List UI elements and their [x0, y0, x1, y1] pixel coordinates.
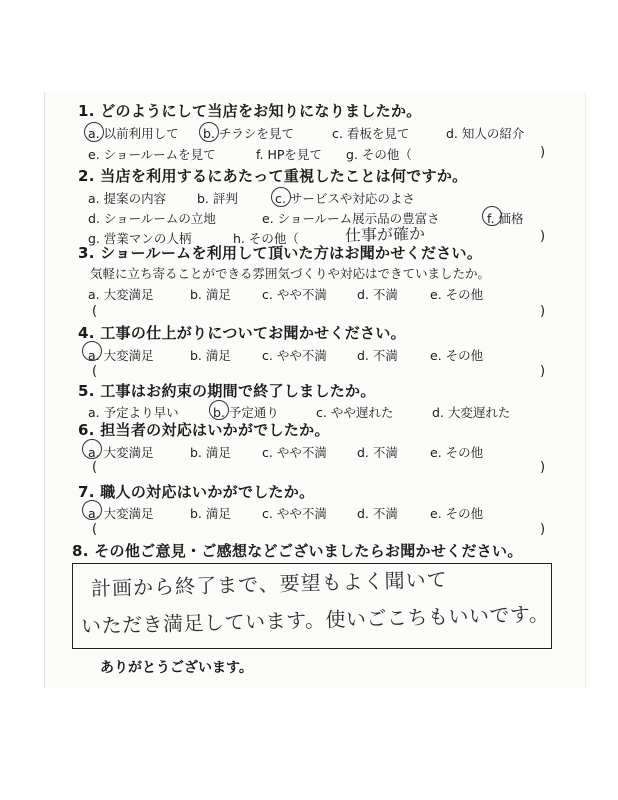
q6-option-c[interactable]: c. やや不満	[262, 445, 327, 460]
question-8-title: 8. その他ご意見・ご感想などございましたらお聞かせください。	[72, 542, 523, 560]
q4-option-b[interactable]: b. 満足	[190, 348, 231, 363]
comment-box[interactable]	[72, 563, 552, 649]
q1-option-a[interactable]: a. 以前利用して	[88, 126, 179, 141]
q5-option-d[interactable]: d. 大変遅れた	[432, 405, 511, 420]
q6-option-a[interactable]: a. 大変満足	[88, 445, 154, 460]
q1-option-g[interactable]: g. その他（	[346, 147, 412, 162]
q4-option-c[interactable]: c. やや不満	[262, 348, 327, 363]
selection-circle	[82, 341, 102, 361]
q1-option-e[interactable]: e. ショールームを見て	[88, 147, 216, 162]
q7-option-d[interactable]: d. 不満	[357, 506, 398, 521]
q3-option-e[interactable]: e. その他	[430, 287, 484, 302]
q6-close-paren: )	[540, 460, 546, 475]
q5-option-a[interactable]: a. 予定より早い	[88, 405, 179, 420]
q2-option-c[interactable]: c. サービスや対応のよさ	[275, 191, 415, 206]
q7-option-a[interactable]: a. 大変満足	[88, 506, 154, 521]
comment-line-1: 計画から終了まで、要望もよく聞いて	[90, 567, 448, 601]
selection-circle	[82, 500, 102, 520]
selection-circle	[82, 439, 102, 459]
selection-circle	[271, 187, 291, 207]
q3-note: 気軽に立ち寄ることができる雰囲気づくりや対応はできていましたか。	[90, 266, 491, 281]
question-2-title: 2. 当店を利用するにあたって重視したことは何ですか。	[78, 167, 468, 185]
question-5-title: 5. 工事はお約束の期間で終了しましたか。	[78, 382, 376, 400]
q3-option-b[interactable]: b. 満足	[190, 287, 231, 302]
q7-open-paren: (	[92, 522, 98, 537]
q3-option-c[interactable]: c. やや不満	[262, 287, 327, 302]
q2-option-a[interactable]: a. 提案の内容	[88, 191, 167, 206]
q7-option-b[interactable]: b. 満足	[190, 506, 231, 521]
selection-circle	[199, 122, 219, 142]
q6-option-e[interactable]: e. その他	[430, 445, 484, 460]
question-4-title: 4. 工事の仕上がりについてお聞かせください。	[78, 324, 406, 342]
selection-circle	[84, 122, 104, 142]
q4-open-paren: (	[92, 364, 98, 379]
q2-option-f[interactable]: f. 価格	[487, 211, 524, 226]
q4-option-a[interactable]: a. 大変満足	[88, 348, 154, 363]
q7-option-c[interactable]: c. やや不満	[262, 506, 327, 521]
q2-option-b[interactable]: b. 評判	[197, 191, 238, 206]
question-3-title: 3. ショールームを利用して頂いた方はお聞かせください。	[78, 244, 483, 262]
q2-option-d[interactable]: d. ショールームの立地	[88, 211, 216, 226]
q7-option-e[interactable]: e. その他	[430, 506, 484, 521]
q6-open-paren: (	[92, 460, 98, 475]
selection-circle	[482, 206, 502, 226]
q1-option-f[interactable]: f. HPを見て	[256, 147, 322, 162]
q2-option-e[interactable]: e. ショールーム展示品の豊富さ	[262, 211, 440, 226]
q1-option-d[interactable]: d. 知人の紹介	[446, 126, 525, 141]
q2-option-h[interactable]: h. その他（	[233, 231, 299, 246]
q5-option-b[interactable]: b. 予定通り	[213, 405, 279, 420]
q1-option-c[interactable]: c. 看板を見て	[332, 126, 410, 141]
q3-option-d[interactable]: d. 不満	[357, 287, 398, 302]
thanks-text: ありがとうございます。	[100, 660, 253, 676]
q4-option-d[interactable]: d. 不満	[357, 348, 398, 363]
question-6-title: 6. 担当者の対応はいかがでしたか。	[78, 421, 330, 439]
q4-close-paren: )	[540, 364, 546, 379]
q2-close-paren: )	[540, 229, 546, 244]
q4-option-e[interactable]: e. その他	[430, 348, 484, 363]
q7-close-paren: )	[540, 522, 546, 537]
q3-option-a[interactable]: a. 大変満足	[88, 287, 154, 302]
q3-open-paren: (	[92, 304, 98, 319]
comment-line-2: いただき満足しています。使いごこちもいいです。	[80, 601, 550, 639]
q3-close-paren: )	[540, 304, 546, 319]
q6-option-b[interactable]: b. 満足	[190, 445, 231, 460]
q1-option-b[interactable]: b. チラシを見て	[203, 126, 294, 141]
q2-option-g[interactable]: g. 営業マンの人柄	[88, 231, 192, 246]
q2-handwritten-answer: 仕事が確か	[344, 223, 426, 246]
selection-circle	[209, 400, 229, 420]
question-1-title: 1. どのようにして当店をお知りになりましたか。	[78, 102, 422, 120]
q1-close-paren: )	[540, 145, 546, 160]
q6-option-d[interactable]: d. 不満	[357, 445, 398, 460]
question-7-title: 7. 職人の対応はいかがでしたか。	[78, 483, 315, 501]
q5-option-c[interactable]: c. やや遅れた	[316, 405, 394, 420]
